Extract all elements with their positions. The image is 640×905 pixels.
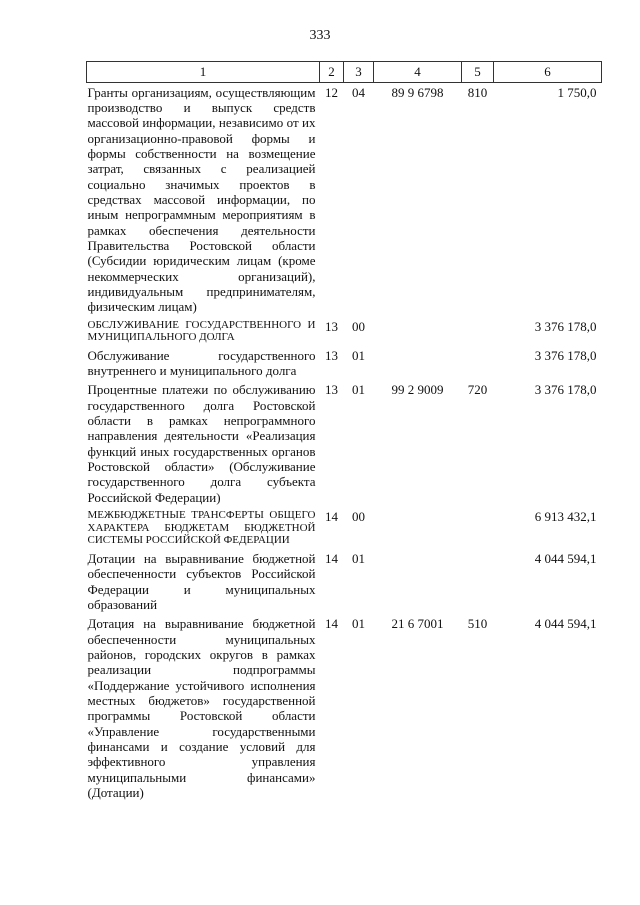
row-name: МЕЖБЮДЖЕТНЫЕ ТРАНСФЕРТЫ ОБЩЕГО ХАРАКТЕРА БЮДЖЕТАМ БЮДЖЕТНОЙ СИСТЕМЫ РОССИЙСКОЙ ФЕДЕРАЦИИ <box>87 509 316 547</box>
table-row <box>87 507 602 549</box>
row-sum: 1 750,0 <box>557 84 597 100</box>
page-number: 333 <box>309 28 331 43</box>
table-row <box>87 380 602 507</box>
row-section: 13 <box>325 347 338 363</box>
header-cell: 2 <box>320 62 344 83</box>
row-name: ОБСЛУЖИВАНИЕ ГОСУДАРСТВЕННОГО И МУНИЦИПАЛЬНОГО ДОЛГА <box>87 318 316 344</box>
header-cell: 6 <box>494 62 602 83</box>
row-subsection: 01 <box>352 551 365 566</box>
table-row <box>87 614 602 802</box>
row-subsection: 00 <box>352 318 365 334</box>
table-row <box>87 549 602 614</box>
header-cell: 5 <box>462 62 494 83</box>
row-expense-type: 510 <box>467 616 488 632</box>
table-row <box>87 317 602 346</box>
row-subsection: 00 <box>352 509 365 525</box>
table-row <box>87 346 602 381</box>
row-subsection: 01 <box>352 382 365 398</box>
row-section: 14 <box>325 551 338 566</box>
row-expense-type <box>462 346 494 381</box>
row-section: 13 <box>325 318 338 334</box>
row-sum: 6 913 432,1 <box>534 509 597 525</box>
table-header-row <box>87 62 602 83</box>
row-name: Дотации на выравнивание бюджетной обеспеченности субъектов Российской Федерации и муниципальных образований <box>87 551 316 612</box>
header-cell: 4 <box>374 62 462 83</box>
row-target-article <box>374 317 462 346</box>
row-name: Дотация на выравнивание бюджетной обеспеченности муниципальных районов, городских округов в рамках реализации подпрограммы «Поддержание устойчивого исполнения местных бюджетов» государственной программы Ростовской области «Управление государственными финансами и создание условий для эффективного управления муниципальными финансами» (Дотации) <box>87 616 316 800</box>
row-sum: 4 044 594,1 <box>534 616 597 632</box>
row-section: 14 <box>325 509 338 525</box>
row-subsection: 04 <box>352 84 365 100</box>
row-target-article: 21 6 7001 <box>391 616 444 632</box>
row-target-article <box>374 507 462 549</box>
row-expense-type: 810 <box>467 84 488 100</box>
row-target-article: 89 9 6798 <box>391 84 444 100</box>
row-target-article <box>374 346 462 381</box>
row-target-article <box>374 549 462 614</box>
row-subsection: 01 <box>352 347 365 363</box>
row-sum: 3 376 178,0 <box>534 382 597 398</box>
row-expense-type <box>462 317 494 346</box>
row-section: 12 <box>325 84 338 100</box>
row-subsection: 01 <box>352 616 365 632</box>
row-expense-type <box>462 549 494 614</box>
header-cell: 1 <box>87 62 320 83</box>
row-sum: 4 044 594,1 <box>534 551 597 566</box>
row-name: Процентные платежи по обслуживанию государственного долга Ростовской области в рамках непрограммного направления деятельности «Реализация функций иных государственных органов Ростовской области» (Обслуживание государственного долга субъекта Российской Федерации) <box>87 382 316 505</box>
table-row <box>87 82 602 316</box>
row-expense-type: 720 <box>467 382 488 398</box>
row-sum: 3 376 178,0 <box>534 347 597 363</box>
row-target-article: 99 2 9009 <box>391 382 444 398</box>
row-name: Гранты организациям, осуществляющим производство и выпуск средств массовой информации, независимо от их организационно-правовой формы и формы собственности на возмещение затрат, связанных с реализацией социально значимых проектов в средствах массовой информации, по иным непрограммным мероприятиям в рамках обеспечения деятельности Правительства Ростовской области (Субсидии юридическим лицам (кроме некоммерческих организаций), индивидуальным предпринимателям, физическим лицам) <box>87 84 316 315</box>
row-section: 14 <box>325 616 338 632</box>
row-section: 13 <box>325 382 338 398</box>
row-expense-type <box>462 507 494 549</box>
row-name: Обслуживание государственного внутреннего и муниципального долга <box>87 347 316 379</box>
header-cell: 3 <box>344 62 374 83</box>
row-sum: 3 376 178,0 <box>534 318 597 334</box>
budget-table <box>86 61 602 802</box>
